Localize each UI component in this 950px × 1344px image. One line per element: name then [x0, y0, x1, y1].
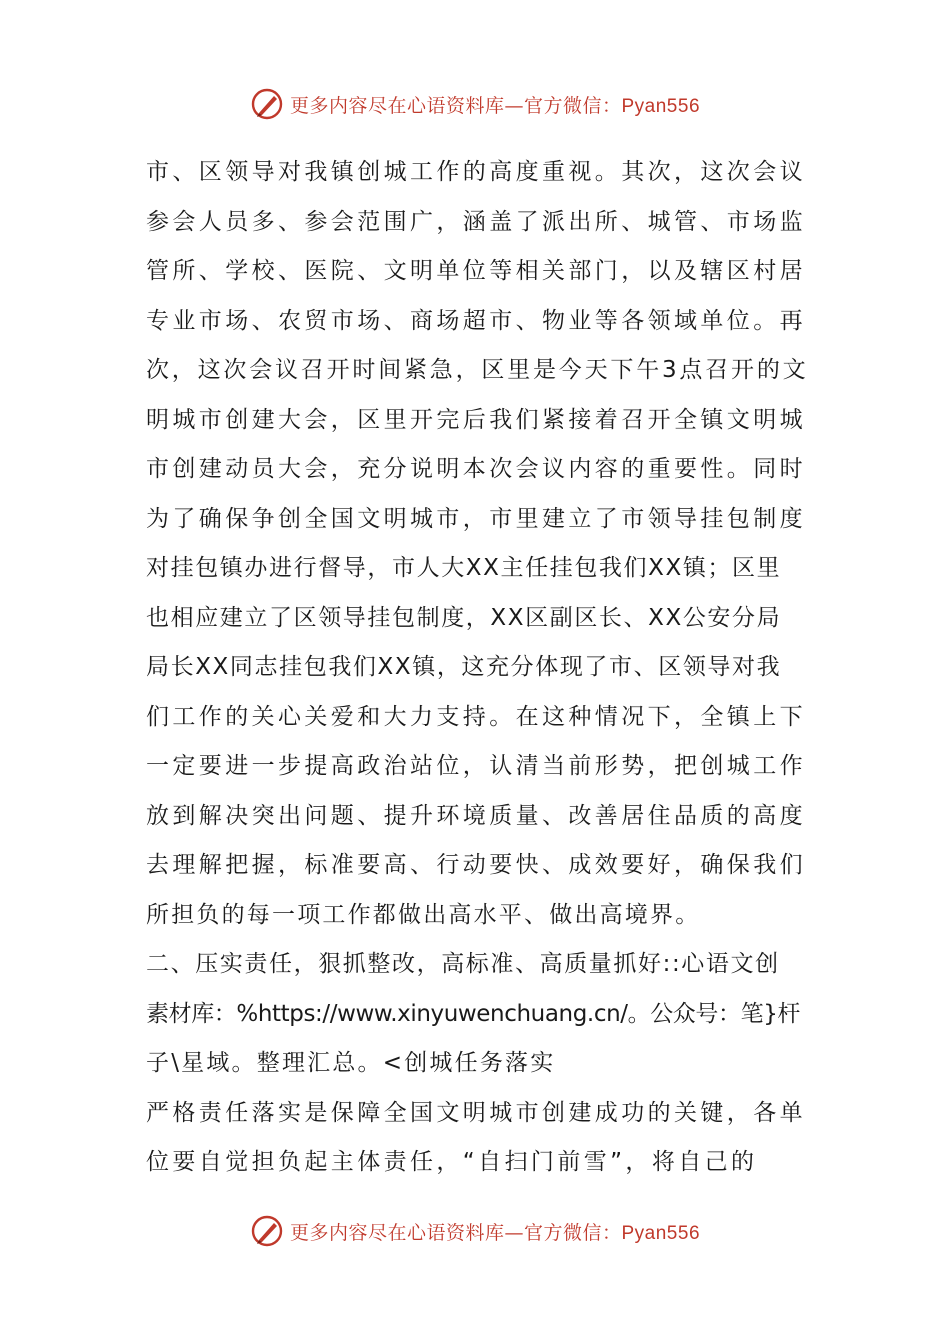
- section-heading-line: 二、压实责任，狠抓整改，高标准、高质量抓好::心语文创: [146, 951, 780, 977]
- pen-circle-logo-icon: [250, 87, 284, 121]
- body-line: 参会人员多、参会范围广，涵盖了派出所、城管、市场监: [146, 208, 806, 235]
- body-line: 所担负的每一项工作都做出高水平、做出高境界。: [146, 901, 701, 928]
- pen-circle-logo-icon: [250, 1214, 284, 1248]
- header-watermark: [0, 84, 950, 124]
- footer-watermark: [0, 1211, 950, 1251]
- body-line: 也相应建立了区领导挂包制度，XX区副区长、XX公安分局: [146, 604, 782, 631]
- body-line: 素材库：%https://www.xinyuwenchuang.cn/。公众号：笔}杆: [146, 1000, 801, 1027]
- body-line: 放到解决突出问题、提升环境质量、改善居住品质的高度: [146, 802, 806, 829]
- body-line: 次，这次会议召开时间紧急，区里是今天下午3点召开的文: [146, 357, 809, 383]
- body-line: 专业市场、农贸市场、商场超市、物业等各领域单位。再: [146, 307, 806, 334]
- watermark-label: 更多内容尽在心语资料库—官方微信：Pyan556: [289, 1221, 701, 1244]
- body-line: 去理解把握，标准要高、行动要快、成效要好，确保我们: [146, 852, 806, 878]
- body-line: 严格责任落实是保障全国文明城市创建成功的关键，各单: [146, 1099, 806, 1126]
- body-line: 市、区领导对我镇创城工作的高度重视。其次，这次会议: [146, 159, 806, 185]
- body-line: 子\星域。整理汇总。<创城任务落实: [146, 1050, 556, 1076]
- document-body: [146, 148, 809, 1188]
- body-line: 明城市创建大会，区里开完后我们紧接着召开全镇文明城: [146, 406, 806, 433]
- body-line: 位要自觉担负起主体责任，“自扫门前雪”，将自己的: [146, 1149, 758, 1175]
- body-line: 一定要进一步提高政治站位，认清当前形势，把创城工作: [146, 753, 806, 779]
- body-line: 对挂包镇办进行督导，市人大XX主任挂包我们XX镇；区里: [146, 555, 782, 581]
- body-line: 市创建动员大会，充分说明本次会议内容的重要性。同时: [146, 456, 806, 482]
- watermark-label: 更多内容尽在心语资料库—官方微信：Pyan556: [289, 94, 701, 117]
- body-line: 管所、学校、医院、文明单位等相关部门，以及辖区村居: [146, 258, 806, 284]
- body-line: 们工作的关心关爱和大力支持。在这种情况下，全镇上下: [146, 703, 806, 730]
- body-line: 局长XX同志挂包我们XX镇，这充分体现了市、区领导对我: [146, 654, 782, 680]
- body-line: 为了确保争创全国文明城市，市里建立了市领导挂包制度: [146, 505, 806, 532]
